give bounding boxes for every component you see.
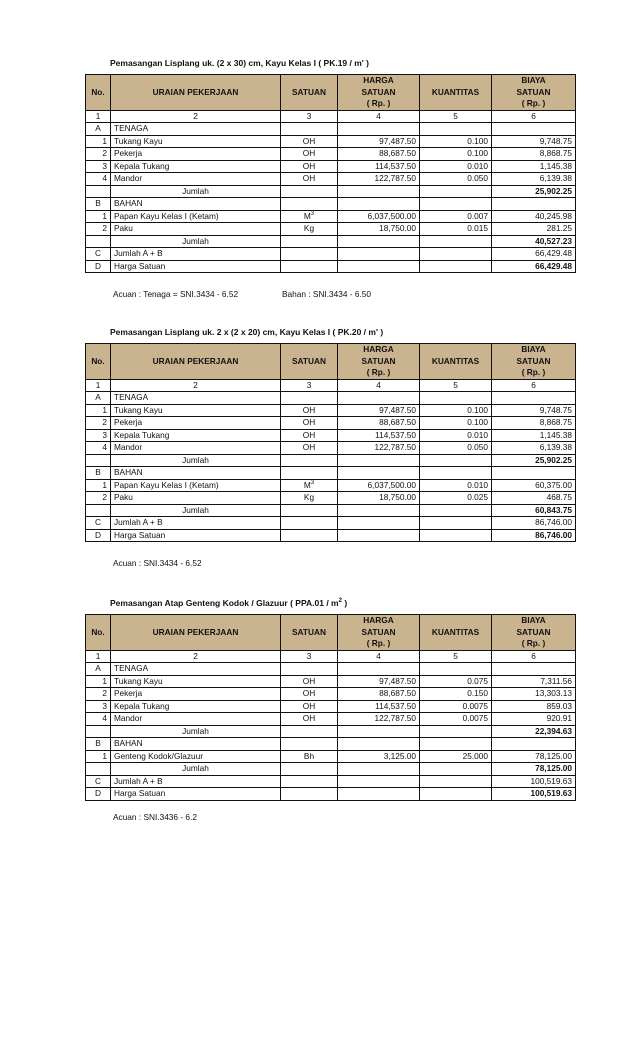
subtotal-row: [86, 185, 576, 198]
section-title: Pemasangan Lisplang uk. (2 x 30) cm, Kayu Kelas I ( PK.19 / m' ): [110, 58, 370, 68]
subtotal-value: 25,902.25: [492, 185, 576, 198]
subtotal-label: Jumlah: [111, 725, 281, 738]
header-satuan: SATUAN: [281, 87, 338, 99]
col-num: 5: [420, 110, 492, 123]
column-number-row: [86, 650, 576, 663]
col-num: 6: [492, 379, 576, 392]
header-uraian: URAIAN PEKERJAAN: [111, 356, 281, 368]
acuan-note: Acuan : Tenaga = SNI.3434 - 6.52: [113, 289, 239, 299]
header-harga: HARGA: [338, 615, 420, 627]
row-unit: OH: [281, 442, 338, 455]
group-letter: B: [86, 738, 111, 751]
row-name: Mandor: [111, 442, 281, 455]
analysis-table-pk20: [85, 343, 575, 542]
row-qty: 0.025: [420, 492, 492, 505]
subtotal-value: 60,843.75: [492, 504, 576, 517]
col-num: 2: [111, 110, 281, 123]
row-unit: OH: [281, 148, 338, 161]
col-num: 3: [281, 379, 338, 392]
col-num: 4: [338, 379, 420, 392]
group-label: TENAGA: [111, 123, 281, 136]
row-name: Papan Kayu Kelas I (Ketam): [111, 479, 281, 492]
header-biaya-satuan: SATUAN: [492, 356, 576, 368]
row-unit: OH: [281, 404, 338, 417]
row-cost: 40,245.98: [492, 210, 576, 223]
table-row: [86, 492, 576, 505]
section-title: Pemasangan Atap Genteng Kodok / Glazuur ( $PPA.01 / m^2$ ): [110, 598, 348, 608]
group-row: [86, 198, 576, 211]
row-cost: 7,311.56: [492, 675, 576, 688]
row-unit: OH: [281, 688, 338, 701]
row-price: 3,125.00: [338, 750, 420, 763]
row-qty: 0.075: [420, 675, 492, 688]
group-row: [86, 123, 576, 136]
subtotal-row: [86, 235, 576, 248]
row-unit: OH: [281, 429, 338, 442]
col-num: 5: [420, 379, 492, 392]
subtotal-value: 78,125.00: [492, 763, 576, 776]
row-no: 4: [86, 173, 111, 186]
row-no: 4: [86, 442, 111, 455]
subtotal-value: 22,394.63: [492, 725, 576, 738]
row-name: Paku: [111, 492, 281, 505]
header-kuantitas: KUANTITAS: [420, 627, 492, 639]
row-name: Kepala Tukang: [111, 429, 281, 442]
row-qty: 0.007: [420, 210, 492, 223]
group-letter: D: [86, 260, 111, 273]
row-price: 6,037,500.00: [338, 479, 420, 492]
group-letter: A: [86, 663, 111, 676]
row-no: 1: [86, 210, 111, 223]
row-unit: OH: [281, 700, 338, 713]
subtotal-label: Jumlah: [111, 185, 281, 198]
row-price: 18,750.00: [338, 492, 420, 505]
row-name: Tukang Kayu: [111, 675, 281, 688]
group-letter: C: [86, 517, 111, 530]
row-cost: 859.03: [492, 700, 576, 713]
row-cost: 9,748.75: [492, 135, 576, 148]
total-label: Jumlah A + B: [111, 517, 281, 530]
col-num: 1: [86, 650, 111, 663]
row-cost: 9,748.75: [492, 404, 576, 417]
table-row: [86, 713, 576, 726]
group-label: BAHAN: [111, 467, 281, 480]
col-num: 6: [492, 110, 576, 123]
row-qty: 0.050: [420, 173, 492, 186]
total-value: 100,519.63: [492, 775, 576, 788]
row-cost: 6,139.38: [492, 442, 576, 455]
header-no: No.: [86, 87, 111, 99]
row-cost: 281.25: [492, 223, 576, 236]
header-harga-satuan: SATUAN: [338, 356, 420, 368]
row-qty: 0.0075: [420, 713, 492, 726]
subtotal-row: [86, 763, 576, 776]
row-qty: 0.010: [420, 429, 492, 442]
row-name: Genteng Kodok/Glazuur: [111, 750, 281, 763]
subtotal-row: [86, 454, 576, 467]
row-no: 3: [86, 700, 111, 713]
acuan-note-bahan: Bahan : SNI.3434 - 6.50: [282, 289, 372, 299]
row-unit: Kg: [281, 492, 338, 505]
section-title: Pemasangan Lisplang uk. 2 x (2 x 20) cm, Kayu Kelas I ( PK.20 / m' ): [110, 327, 384, 337]
subtotal-value: 40,527.23: [492, 235, 576, 248]
row-price: 97,487.50: [338, 404, 420, 417]
group-letter: B: [86, 467, 111, 480]
row-price: 122,787.50: [338, 442, 420, 455]
subtotal-label: Jumlah: [111, 235, 281, 248]
analysis-table-pk19: [85, 74, 575, 273]
harga-satuan-label: Harga Satuan: [111, 788, 281, 801]
total-row: [86, 248, 576, 261]
header-satuan: SATUAN: [281, 356, 338, 368]
row-unit: OH: [281, 135, 338, 148]
group-letter: A: [86, 123, 111, 136]
total-value: 66,429.48: [492, 248, 576, 261]
row-no: 2: [86, 492, 111, 505]
group-letter: C: [86, 775, 111, 788]
row-name: Pekerja: [111, 417, 281, 430]
header-harga-satuan: SATUAN: [338, 87, 420, 99]
column-number-row: [86, 110, 576, 123]
table-row: [86, 429, 576, 442]
row-name: Mandor: [111, 173, 281, 186]
col-num: 2: [111, 650, 281, 663]
header-uraian: URAIAN PEKERJAAN: [111, 627, 281, 639]
subtotal-label: Jumlah: [111, 763, 281, 776]
subtotal-label: Jumlah: [111, 454, 281, 467]
col-num: 3: [281, 110, 338, 123]
row-qty: 0.010: [420, 160, 492, 173]
harga-satuan-value: 86,746.00: [492, 529, 576, 542]
table-row: [86, 700, 576, 713]
header-uraian: URAIAN PEKERJAAN: [111, 87, 281, 99]
acuan-note: Acuan : SNI.3434 - 6.52: [113, 558, 202, 568]
row-price: 6,037,500.00: [338, 210, 420, 223]
col-num: 1: [86, 110, 111, 123]
header-harga-rp: ( Rp. ): [338, 367, 420, 379]
header-biaya-rp: ( Rp. ): [492, 638, 576, 650]
row-unit: $M^3$: [281, 210, 338, 223]
col-num: 5: [420, 650, 492, 663]
group-letter: D: [86, 788, 111, 801]
row-no: 1: [86, 135, 111, 148]
row-qty: 0.100: [420, 135, 492, 148]
harga-satuan-label: Harga Satuan: [111, 529, 281, 542]
row-unit: OH: [281, 713, 338, 726]
analysis-table-ppa01: [85, 614, 575, 801]
group-letter: C: [86, 248, 111, 261]
harga-satuan-row: [86, 260, 576, 273]
header-no: No.: [86, 627, 111, 639]
row-cost: 6,139.38: [492, 173, 576, 186]
row-price: 18,750.00: [338, 223, 420, 236]
group-row: [86, 738, 576, 751]
total-row: [86, 517, 576, 530]
harga-satuan-row: [86, 788, 576, 801]
group-label: TENAGA: [111, 392, 281, 405]
table-row: [86, 223, 576, 236]
row-unit: OH: [281, 675, 338, 688]
col-num: 1: [86, 379, 111, 392]
header-biaya-satuan: SATUAN: [492, 87, 576, 99]
group-letter: D: [86, 529, 111, 542]
header-harga: HARGA: [338, 75, 420, 87]
row-cost: 8,868.75: [492, 148, 576, 161]
total-label: Jumlah A + B: [111, 775, 281, 788]
row-qty: 0.100: [420, 148, 492, 161]
row-price: 114,537.50: [338, 700, 420, 713]
subtotal-row: [86, 504, 576, 517]
row-price: 88,687.50: [338, 688, 420, 701]
row-name: Papan Kayu Kelas I (Ketam): [111, 210, 281, 223]
column-number-row: [86, 379, 576, 392]
col-num: 4: [338, 650, 420, 663]
row-qty: 0.150: [420, 688, 492, 701]
row-cost: 8,868.75: [492, 417, 576, 430]
row-name: Pekerja: [111, 688, 281, 701]
harga-satuan-label: Harga Satuan: [111, 260, 281, 273]
harga-satuan-value: 66,429.48: [492, 260, 576, 273]
row-name: Kepala Tukang: [111, 160, 281, 173]
col-num: 6: [492, 650, 576, 663]
subtotal-value: 25,902.25: [492, 454, 576, 467]
group-row: [86, 663, 576, 676]
header-biaya: BIAYA: [492, 344, 576, 356]
row-qty: 25.000: [420, 750, 492, 763]
row-no: 1: [86, 675, 111, 688]
group-letter: B: [86, 198, 111, 211]
row-price: 97,487.50: [338, 135, 420, 148]
header-satuan: SATUAN: [281, 627, 338, 639]
row-qty: 0.015: [420, 223, 492, 236]
header-biaya: BIAYA: [492, 75, 576, 87]
group-label: TENAGA: [111, 663, 281, 676]
header-no: No.: [86, 356, 111, 368]
header-harga: HARGA: [338, 344, 420, 356]
row-unit: Kg: [281, 223, 338, 236]
header-kuantitas: KUANTITAS: [420, 87, 492, 99]
row-qty: 0.0075: [420, 700, 492, 713]
table-row: [86, 135, 576, 148]
row-name: Kepala Tukang: [111, 700, 281, 713]
header-harga-rp: ( Rp. ): [338, 638, 420, 650]
row-no: 2: [86, 223, 111, 236]
header-harga-satuan: SATUAN: [338, 627, 420, 639]
row-no: 1: [86, 479, 111, 492]
row-no: 1: [86, 404, 111, 417]
total-label: Jumlah A + B: [111, 248, 281, 261]
row-price: 122,787.50: [338, 173, 420, 186]
row-no: 1: [86, 750, 111, 763]
col-num: 4: [338, 110, 420, 123]
group-label: BAHAN: [111, 198, 281, 211]
row-cost: 60,375.00: [492, 479, 576, 492]
table-row: [86, 148, 576, 161]
row-name: Pekerja: [111, 148, 281, 161]
row-unit: OH: [281, 160, 338, 173]
group-row: [86, 392, 576, 405]
group-letter: A: [86, 392, 111, 405]
total-value: 86,746.00: [492, 517, 576, 530]
table-row: [86, 404, 576, 417]
header-biaya-rp: ( Rp. ): [492, 98, 576, 110]
row-no: 2: [86, 417, 111, 430]
row-price: 88,687.50: [338, 417, 420, 430]
header-biaya-rp: ( Rp. ): [492, 367, 576, 379]
row-cost: 468.75: [492, 492, 576, 505]
table-row: [86, 160, 576, 173]
total-row: [86, 775, 576, 788]
table-row: [86, 479, 576, 492]
header-harga-rp: ( Rp. ): [338, 98, 420, 110]
subtotal-label: Jumlah: [111, 504, 281, 517]
row-price: 122,787.50: [338, 713, 420, 726]
row-qty: 0.050: [420, 442, 492, 455]
table-row: [86, 675, 576, 688]
table-row: [86, 417, 576, 430]
row-price: 88,687.50: [338, 148, 420, 161]
table-row: [86, 750, 576, 763]
acuan-note: Acuan : SNI.3436 - 6.2: [113, 812, 197, 822]
row-price: 114,537.50: [338, 429, 420, 442]
col-num: 2: [111, 379, 281, 392]
row-cost: 920.91: [492, 713, 576, 726]
table-row: [86, 173, 576, 186]
row-cost: 78,125.00: [492, 750, 576, 763]
header-biaya-satuan: SATUAN: [492, 627, 576, 639]
col-num: 3: [281, 650, 338, 663]
harga-satuan-value: 100,519.63: [492, 788, 576, 801]
header-kuantitas: KUANTITAS: [420, 356, 492, 368]
row-unit: Bh: [281, 750, 338, 763]
row-unit: $M^3$: [281, 479, 338, 492]
row-no: 2: [86, 688, 111, 701]
row-no: 4: [86, 713, 111, 726]
row-price: 97,487.50: [338, 675, 420, 688]
row-no: 3: [86, 429, 111, 442]
row-name: Tukang Kayu: [111, 404, 281, 417]
harga-satuan-row: [86, 529, 576, 542]
row-unit: OH: [281, 173, 338, 186]
row-price: 114,537.50: [338, 160, 420, 173]
row-unit: OH: [281, 417, 338, 430]
row-name: Paku: [111, 223, 281, 236]
table-row: [86, 688, 576, 701]
row-qty: 0.100: [420, 404, 492, 417]
group-row: [86, 467, 576, 480]
row-cost: 13,303.13: [492, 688, 576, 701]
row-name: Mandor: [111, 713, 281, 726]
row-qty: 0.100: [420, 417, 492, 430]
row-qty: 0.010: [420, 479, 492, 492]
row-no: 3: [86, 160, 111, 173]
row-name: Tukang Kayu: [111, 135, 281, 148]
row-cost: 1,145.38: [492, 429, 576, 442]
row-no: 2: [86, 148, 111, 161]
subtotal-row: [86, 725, 576, 738]
table-row: [86, 210, 576, 223]
header-biaya: BIAYA: [492, 615, 576, 627]
group-label: BAHAN: [111, 738, 281, 751]
row-cost: 1,145.38: [492, 160, 576, 173]
table-row: [86, 442, 576, 455]
